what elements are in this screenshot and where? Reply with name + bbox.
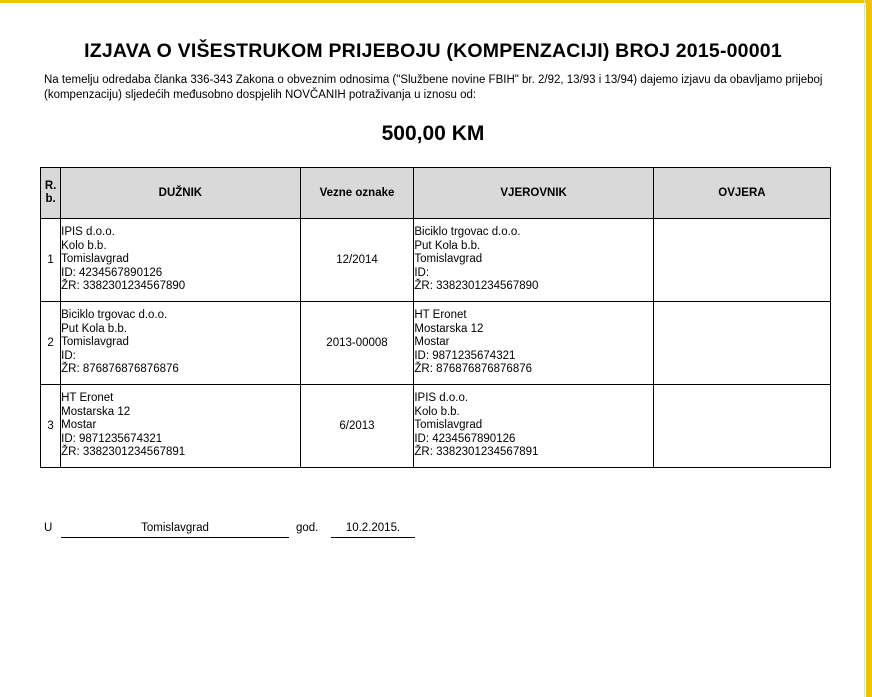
duznik-account: ŽR: 3382301234567891	[61, 446, 186, 459]
duznik-name: IPIS d.o.o.	[61, 226, 115, 239]
vjerovnik-cell	[414, 385, 654, 468]
duznik-name: HT Eronet	[61, 392, 114, 405]
row-number: 1	[41, 219, 61, 302]
vjerovnik-id: ID: 9871235674321	[414, 349, 516, 362]
header-rb-line2: b.	[45, 193, 56, 205]
vjerovnik-id: ID:	[414, 266, 430, 279]
ovjera-cell	[653, 219, 830, 302]
vjerovnik-city: Tomislavgrad	[414, 253, 483, 266]
vezne-oznake-cell: 2013-00008	[300, 302, 414, 385]
vjerovnik-account: ŽR: 3382301234567890	[414, 280, 539, 293]
header-vjerovnik: VJEROVNIK	[414, 168, 654, 219]
duznik-city: Mostar	[61, 419, 97, 432]
document-title: IZJAVA O VIŠESTRUKOM PRIJEBOJU (KOMPENZACIJI) BROJ 2015-00001	[84, 40, 782, 62]
duznik-address: Mostarska 12	[61, 405, 131, 418]
ovjera-cell	[653, 302, 830, 385]
vjerovnik-city: Mostar	[414, 336, 450, 349]
duznik-city: Tomislavgrad	[61, 253, 129, 266]
duznik-cell	[61, 385, 301, 468]
page-right-edge	[866, 0, 872, 697]
duznik-city: Tomislavgrad	[61, 336, 129, 349]
vjerovnik-account: ŽR: 876876876876876	[414, 363, 533, 376]
duznik-id: ID: 4234567890126	[61, 266, 163, 279]
row-number: 2	[41, 302, 61, 385]
vjerovnik-name: HT Eronet	[414, 309, 467, 322]
table-row	[41, 302, 831, 385]
vjerovnik-address: Mostarska 12	[414, 322, 484, 335]
footer-place: Tomislavgrad	[61, 522, 289, 538]
vjerovnik-name: IPIS d.o.o.	[414, 392, 469, 405]
duznik-name: Biciklo trgovac d.o.o.	[61, 309, 168, 322]
vjerovnik-cell	[414, 302, 654, 385]
header-duznik: DUŽNIK	[61, 168, 301, 219]
vjerovnik-address: Kolo b.b.	[414, 405, 460, 418]
vezne-oznake-cell: 12/2014	[300, 219, 414, 302]
vjerovnik-account: ŽR: 3382301234567891	[414, 446, 539, 459]
ovjera-cell	[653, 385, 830, 468]
table-row	[41, 385, 831, 468]
table-header-row	[41, 168, 831, 219]
duznik-account: ŽR: 876876876876876	[61, 363, 179, 376]
duznik-account: ŽR: 3382301234567890	[61, 280, 186, 293]
header-rb-line1: R.	[44, 180, 57, 192]
table-row	[41, 219, 831, 302]
duznik-address: Kolo b.b.	[61, 239, 107, 252]
vjerovnik-id: ID: 4234567890126	[414, 432, 516, 445]
vezne-oznake-cell: 6/2013	[300, 385, 414, 468]
footer-u-label: U	[44, 522, 53, 534]
duznik-id: ID: 9871235674321	[61, 432, 163, 445]
row-number: 3	[41, 385, 61, 468]
vjerovnik-name: Biciklo trgovac d.o.o.	[414, 226, 521, 239]
vjerovnik-cell	[414, 219, 654, 302]
header-rb	[41, 168, 61, 219]
page-right-edge-line	[864, 0, 865, 697]
duznik-address: Put Kola b.b.	[61, 322, 127, 335]
duznik-id: ID:	[61, 349, 76, 362]
document-intro: Na temelju odredaba članka 336-343 Zakona o obveznim odnosima ("Službene novine FBIH" br. 2/92, 13/93 i 13/94) dajemo izjavu da obavljamo prijeboj (kompenzaciju) sljedećih međusobno dospjelih NOVČANIH potraživanja u iznosu od:	[44, 74, 823, 101]
duznik-cell	[61, 302, 301, 385]
footer-date: 10.2.2015.	[331, 522, 415, 538]
header-ovjera: OVJERA	[653, 168, 830, 219]
vjerovnik-city: Tomislavgrad	[414, 419, 483, 432]
duznik-cell	[61, 219, 301, 302]
footer-god-label: god.	[296, 522, 319, 534]
vjerovnik-address: Put Kola b.b.	[414, 239, 481, 252]
header-vezne-oznake: Vezne oznake	[300, 168, 414, 219]
compensation-table	[40, 167, 831, 468]
page-top-edge	[0, 0, 872, 3]
compensation-amount: 500,00 KM	[381, 122, 485, 145]
